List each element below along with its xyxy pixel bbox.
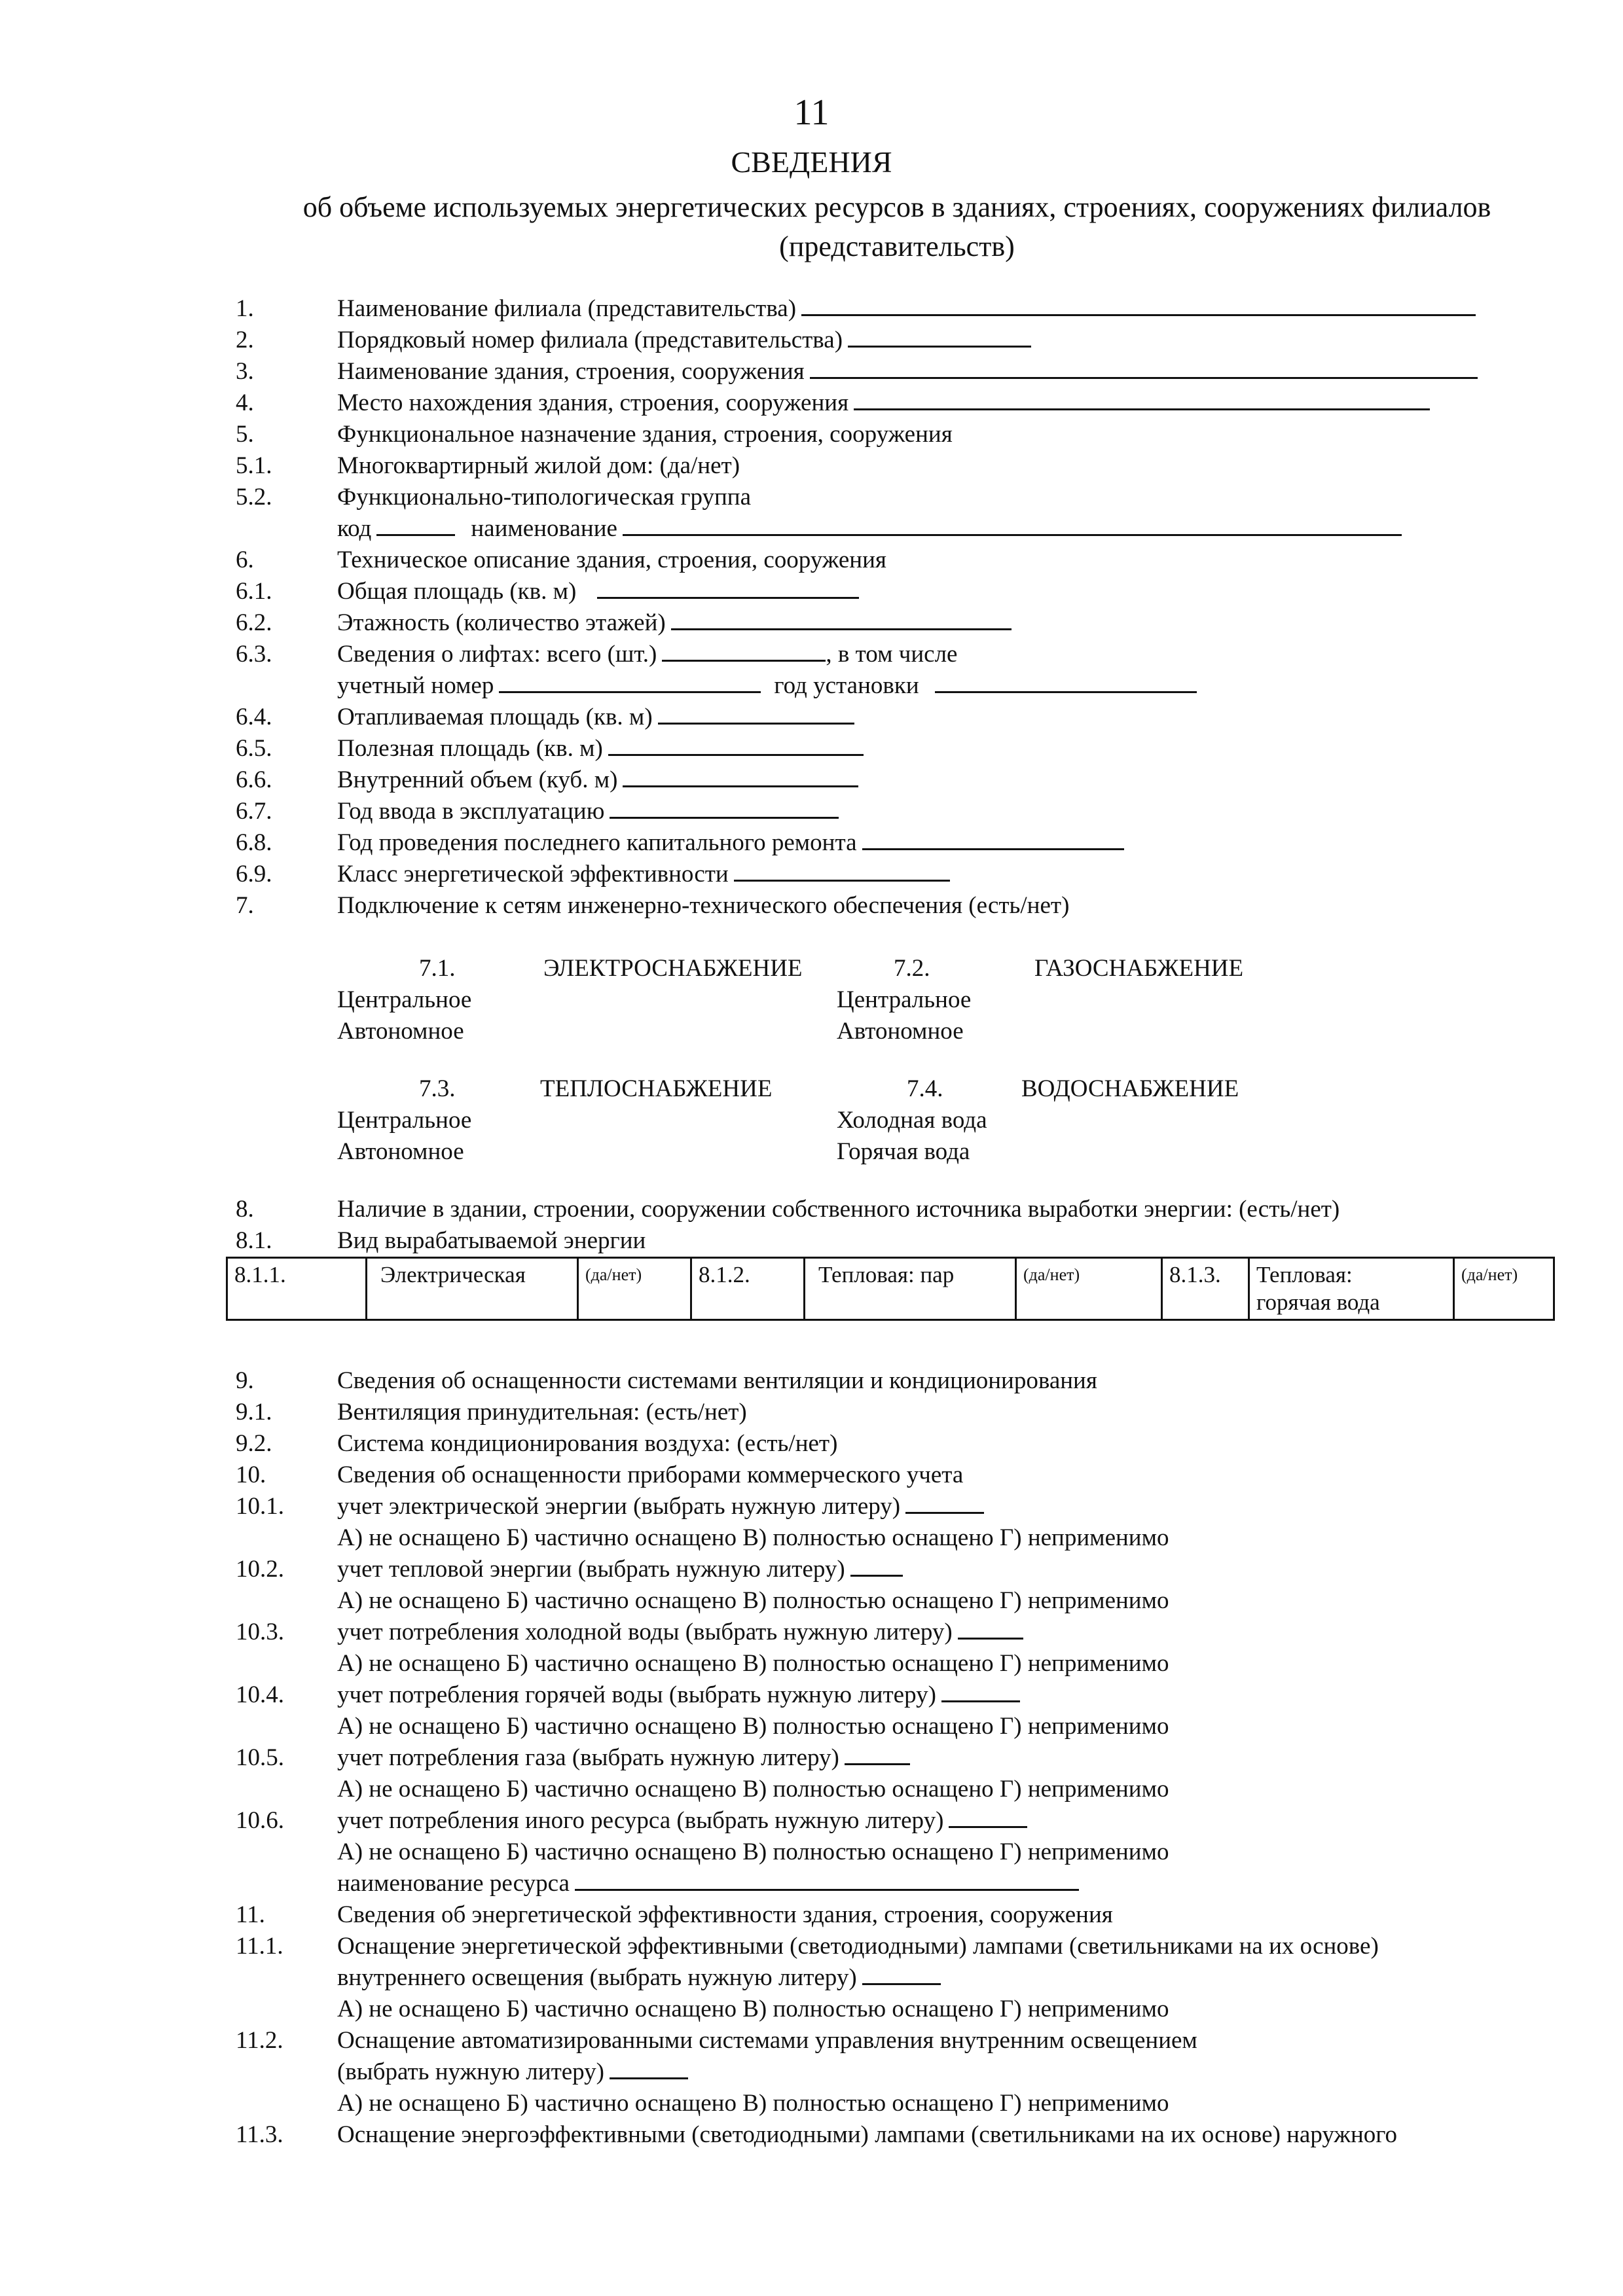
options-text: А) не оснащено Б) частично оснащено В) полностью оснащено Г) неприменимо [337, 1524, 1169, 1551]
hot-water-meter-letter-field[interactable] [941, 1679, 1020, 1702]
item-number: 1. [236, 295, 254, 322]
item-number: 10. [236, 1462, 266, 1488]
item-number: 10.2. [236, 1556, 284, 1583]
heating-heading: ТЕПЛОСНАБЖЕНИЕ [540, 1075, 773, 1102]
form-row-6-5 [0, 733, 1623, 764]
form-row-6-4 [0, 702, 1623, 733]
form-row-6-3-details [0, 670, 1623, 702]
lighting-control-letter-field[interactable] [610, 2056, 688, 2079]
resource-name-row [0, 1868, 1623, 1899]
table-cell [805, 1258, 1016, 1320]
item-label: Вид вырабатываемой энергии [337, 1227, 646, 1254]
cell-label: Тепловая: пар [818, 1262, 955, 1287]
form-row-10-2 [0, 1554, 1623, 1585]
item-label: Оснащение энергетической эффективными (светодиодными) лампами (светильниками на их основе) [337, 1933, 1379, 1960]
options-row [0, 1648, 1623, 1679]
energy-type-table [226, 1257, 1555, 1321]
table-cell [227, 1258, 367, 1320]
form-row-2 [0, 325, 1623, 356]
item-number: 6.1. [236, 578, 272, 605]
form-row-10-3 [0, 1617, 1623, 1648]
item-label: Общая площадь (кв. м) [337, 578, 577, 605]
options-text: А) не оснащено Б) частично оснащено В) полностью оснащено Г) неприменимо [337, 1776, 1169, 1803]
form-row-6-8 [0, 827, 1623, 859]
gas-meter-letter-field[interactable] [845, 1742, 910, 1765]
floors-field[interactable] [671, 607, 1012, 630]
item-label: учет электрической энергии (выбрать нужную литеру) [337, 1493, 901, 1520]
form-row-6-3 [0, 639, 1623, 670]
form-row-5-2-code [0, 513, 1623, 545]
options-text: А) не оснащено Б) частично оснащено В) полностью оснащено Г) неприменимо [337, 1996, 1169, 2022]
item-label: Год проведения последнего капитального ремонта [337, 829, 857, 856]
item-label: Подключение к сетям инженерно-технического обеспечения (есть/нет) [337, 892, 1070, 919]
supply-central-row-1 [0, 984, 1623, 1016]
install-year-label: год установки [774, 672, 919, 699]
cell-yn: (да/нет) [1461, 1265, 1518, 1284]
item-label: Сведения об оснащенности приборами коммерческого учета [337, 1462, 964, 1488]
item-number: 5.1. [236, 452, 272, 479]
form-row-6-9 [0, 859, 1623, 890]
item-number: 5. [236, 421, 254, 448]
autonomous-label: Автономное [337, 1138, 464, 1165]
form-row-11-3 [0, 2119, 1623, 2151]
item-label: Техническое описание здания, строения, сооружения [337, 547, 886, 573]
item-label: Сведения о лифтах: всего (шт.) [337, 641, 657, 668]
form-row-6-7 [0, 796, 1623, 827]
item-number: 2. [236, 327, 254, 353]
item-number: 9. [236, 1367, 254, 1394]
item-label: Порядковый номер филиала (представительства) [337, 327, 843, 353]
internal-lighting-letter-field[interactable] [862, 1962, 941, 1985]
supply-number: 7.2. [894, 955, 930, 982]
form-row-9 [0, 1365, 1623, 1397]
cold-water-meter-letter-field[interactable] [958, 1617, 1023, 1640]
form-row-10 [0, 1460, 1623, 1491]
options-row [0, 1837, 1623, 1868]
item-number: 7. [236, 892, 254, 919]
lift-registration-field[interactable] [499, 670, 761, 693]
page-number: 11 [793, 92, 830, 133]
resource-name-label: наименование ресурса [337, 1870, 570, 1897]
table-cell [1249, 1258, 1454, 1320]
table-cell [367, 1258, 578, 1320]
item-number: 9.1. [236, 1399, 272, 1426]
useful-area-field[interactable] [608, 733, 864, 756]
item-number: 6. [236, 547, 254, 573]
cell-number: 8.1.2. [699, 1262, 750, 1287]
internal-volume-field[interactable] [623, 764, 858, 787]
options-text: А) не оснащено Б) частично оснащено В) полностью оснащено Г) неприменимо [337, 1839, 1169, 1865]
autonomous-label: Автономное [337, 1018, 464, 1045]
item-label: учет потребления иного ресурса (выбрать нужную литеру) [337, 1807, 944, 1834]
form-row-7 [0, 890, 1623, 922]
item-label: Этажность (количество этажей) [337, 609, 666, 636]
item-label: учет потребления холодной воды (выбрать нужную литеру) [337, 1619, 953, 1645]
item-label: Наименование здания, строения, сооружения [337, 358, 805, 385]
item-number: 9.2. [236, 1430, 272, 1457]
table-cell [1162, 1258, 1249, 1320]
resource-name-field[interactable] [575, 1868, 1079, 1891]
commission-year-field[interactable] [610, 796, 839, 819]
item-number: 10.4. [236, 1681, 284, 1708]
form-row-11-2-cont [0, 2056, 1623, 2088]
item-number: 4. [236, 389, 254, 416]
form-row-9-1 [0, 1397, 1623, 1428]
item-number: 11.1. [236, 1933, 283, 1960]
form-row-5-2 [0, 482, 1623, 513]
item-label: Класс энергетической эффективности [337, 861, 729, 888]
form-row-11-2 [0, 2025, 1623, 2056]
water-heading: ВОДОСНАБЖЕНИЕ [1021, 1075, 1239, 1102]
item-label: Год ввода в эксплуатацию [337, 798, 605, 825]
options-row [0, 1994, 1623, 2025]
form-row-6-1 [0, 576, 1623, 607]
item-number: 11. [236, 1901, 265, 1928]
supply-number: 7.3. [419, 1075, 456, 1102]
item-label: Оснащение автоматизированными системами управления внутренним освещением [337, 2027, 1197, 2054]
supply-header-71-72 [0, 953, 1623, 984]
cell-label: Тепловая: [1256, 1262, 1353, 1287]
heat-meter-letter-field[interactable] [850, 1554, 903, 1577]
building-location-field[interactable] [854, 387, 1430, 410]
form-row-8 [0, 1194, 1623, 1225]
options-row [0, 1711, 1623, 1742]
item-number: 8. [236, 1196, 254, 1223]
group-name-field[interactable] [623, 513, 1402, 536]
energy-table-wrapper [0, 1257, 1623, 1329]
hot-water-yn-cell[interactable] [1454, 1258, 1554, 1320]
item-label: Оснащение энергоэффективными (светодиодными) лампами (светильниками на их основе) наружного [337, 2121, 1398, 2148]
item-number: 5.2. [236, 484, 272, 511]
item-label: Место нахождения здания, строения, сооружения [337, 389, 849, 416]
steam-yn-cell[interactable] [1016, 1258, 1162, 1320]
item-label: Сведения об оснащенности системами вентиляции и кондиционирования [337, 1367, 1097, 1394]
item-number: 10.1. [236, 1493, 284, 1520]
supply-central-row-2 [0, 1105, 1623, 1136]
options-text: А) не оснащено Б) частично оснащено В) полностью оснащено Г) неприменимо [337, 1713, 1169, 1740]
item-number: 10.5. [236, 1744, 284, 1771]
table-cell [691, 1258, 805, 1320]
electricity-heading: ЭЛЕКТРОСНАБЖЕНИЕ [543, 955, 803, 982]
item-number: 6.5. [236, 735, 272, 762]
item-label-continued: (выбрать нужную литеру) [337, 2058, 604, 2085]
form-body [0, 293, 1623, 2151]
item-number: 6.9. [236, 861, 272, 888]
supply-number: 7.1. [419, 955, 456, 982]
item-number: 6.2. [236, 609, 272, 636]
form-row-10-1 [0, 1491, 1623, 1522]
registration-label: учетный номер [337, 672, 494, 699]
form-row-8-1 [0, 1225, 1623, 1257]
item-label: Внутренний объем (куб. м) [337, 766, 618, 793]
item-label: учет потребления горячей воды (выбрать нужную литеру) [337, 1681, 936, 1708]
item-number: 11.3. [236, 2121, 283, 2148]
item-label: Функционально-типологическая группа [337, 484, 752, 511]
form-row-10-5 [0, 1742, 1623, 1774]
branch-name-field[interactable] [801, 293, 1476, 316]
form-row-6-6 [0, 764, 1623, 796]
heated-area-field[interactable] [658, 702, 854, 725]
item-label: Сведения об энергетической эффективности здания, строения, сооружения [337, 1901, 1113, 1928]
form-row-5 [0, 419, 1623, 450]
central-label: Центральное [837, 986, 972, 1013]
form-row-1 [0, 293, 1623, 325]
including-label: , в том числе [826, 641, 958, 668]
form-row-6-2 [0, 607, 1623, 639]
item-number: 6.8. [236, 829, 272, 856]
item-label: Система кондиционирования воздуха: (есть/нет) [337, 1430, 838, 1457]
item-label: Отапливаемая площадь (кв. м) [337, 704, 653, 730]
form-row-11-1-cont [0, 1962, 1623, 1994]
cell-yn: (да/нет) [585, 1265, 642, 1284]
supply-number: 7.4. [907, 1075, 943, 1102]
item-number: 8.1. [236, 1227, 272, 1254]
cold-water-label: Холодная вода [837, 1107, 987, 1134]
code-field[interactable] [376, 513, 455, 536]
document-title: СВЕДЕНИЯ [731, 145, 892, 179]
form-row-4 [0, 387, 1623, 419]
supply-header-73-74 [0, 1073, 1623, 1105]
hot-water-label: Горячая вода [837, 1138, 970, 1165]
item-label: Функциональное назначение здания, строения, сооружения [337, 421, 953, 448]
form-row-10-4 [0, 1679, 1623, 1711]
name-label: наименование [471, 515, 617, 542]
item-number: 10.6. [236, 1807, 284, 1834]
repair-year-field[interactable] [862, 827, 1124, 850]
central-label: Центральное [337, 1107, 472, 1134]
item-label: учет тепловой энергии (выбрать нужную литеру) [337, 1556, 845, 1583]
form-row-11-1 [0, 1931, 1623, 1962]
item-number: 6.6. [236, 766, 272, 793]
form-row-11 [0, 1899, 1623, 1931]
branch-number-field[interactable] [848, 325, 1031, 348]
item-label: Полезная площадь (кв. м) [337, 735, 603, 762]
item-label: Многоквартирный жилой дом: (да/нет) [337, 452, 740, 479]
item-label: Наличие в здании, строении, сооружении собственного источника выработки энергии: (есть/нет) [337, 1196, 1340, 1223]
options-row [0, 1522, 1623, 1554]
item-label: Наименование филиала (представительства) [337, 295, 797, 322]
item-label: Вентиляция принудительная: (есть/нет) [337, 1399, 747, 1426]
total-area-field[interactable] [597, 576, 859, 599]
options-row [0, 1774, 1623, 1805]
cell-number: 8.1.1. [234, 1262, 286, 1287]
cell-label: горячая вода [1256, 1289, 1380, 1315]
item-number: 10.3. [236, 1619, 284, 1645]
item-number: 11.2. [236, 2027, 283, 2054]
cell-label: Электрическая [380, 1262, 526, 1287]
form-row-6 [0, 545, 1623, 576]
cell-yn: (да/нет) [1023, 1265, 1080, 1284]
table-row [227, 1258, 1554, 1320]
lifts-total-field[interactable] [662, 639, 826, 662]
other-meter-letter-field[interactable] [949, 1805, 1027, 1828]
form-row-3 [0, 356, 1623, 387]
electric-meter-letter-field[interactable] [905, 1491, 984, 1514]
autonomous-label: Автономное [837, 1018, 964, 1045]
building-name-field[interactable] [810, 356, 1478, 379]
gas-heading: ГАЗОСНАБЖЕНИЕ [1034, 955, 1244, 982]
electric-yn-cell[interactable] [578, 1258, 691, 1320]
item-number: 3. [236, 358, 254, 385]
central-label: Центральное [337, 986, 472, 1013]
options-row [0, 2088, 1623, 2119]
options-row [0, 1585, 1623, 1617]
form-row-9-2 [0, 1428, 1623, 1460]
supply-autonomous-row-2 [0, 1136, 1623, 1168]
options-text: А) не оснащено Б) частично оснащено В) полностью оснащено Г) неприменимо [337, 2090, 1169, 2117]
energy-class-field[interactable] [734, 859, 950, 882]
item-number: 6.3. [236, 641, 272, 668]
supply-autonomous-row-1 [0, 1016, 1623, 1047]
item-number: 6.7. [236, 798, 272, 825]
lift-install-year-field[interactable] [935, 670, 1197, 693]
item-label-continued: внутреннего освещения (выбрать нужную литеру) [337, 1964, 857, 1991]
options-text: А) не оснащено Б) частично оснащено В) полностью оснащено Г) неприменимо [337, 1587, 1169, 1614]
form-row-5-1 [0, 450, 1623, 482]
code-label: код [337, 515, 372, 542]
form-row-10-6 [0, 1805, 1623, 1837]
document-subtitle: об объеме используемых энергетических ресурсов в зданиях, строениях, сооружениях филиалов (представительств) [302, 191, 1491, 262]
item-number: 6.4. [236, 704, 272, 730]
item-label: учет потребления газа (выбрать нужную литеру) [337, 1744, 839, 1771]
cell-number: 8.1.3. [1169, 1262, 1221, 1287]
options-text: А) не оснащено Б) частично оснащено В) полностью оснащено Г) неприменимо [337, 1650, 1169, 1677]
